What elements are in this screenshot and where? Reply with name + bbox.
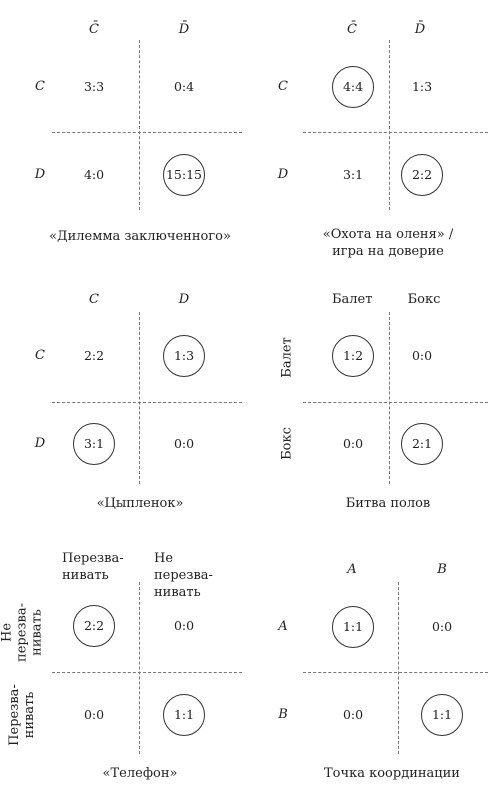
matrix-telephone — [0, 540, 248, 810]
row-label-2: D — [34, 167, 46, 182]
row-label-2: Бокс — [279, 427, 295, 460]
vertical-divider — [139, 582, 140, 754]
col-label-2: Бокс — [407, 292, 441, 307]
equilibrium-circle — [401, 423, 443, 465]
col-label-2: B — [437, 562, 447, 577]
payoff-cell: 1:3 — [173, 348, 195, 363]
equilibrium-circle — [332, 66, 374, 108]
equilibrium-circle — [401, 154, 443, 196]
horizontal-divider — [303, 132, 488, 133]
payoff-cell: 3:1 — [342, 167, 364, 182]
vertical-divider — [389, 40, 390, 210]
payoff-cell: 4:4 — [342, 79, 364, 94]
row-label-1: C — [35, 348, 45, 363]
payoff-cell: 2:2 — [83, 618, 105, 633]
vertical-divider — [139, 312, 140, 484]
vertical-divider — [398, 582, 399, 754]
equilibrium-circle — [163, 335, 205, 377]
payoff-cell: 0:0 — [411, 348, 433, 363]
row-label-1: A — [278, 619, 288, 634]
payoff-cell: 15:15 — [165, 167, 203, 182]
equilibrium-circle — [163, 154, 205, 196]
payoff-cell: 1:1 — [173, 707, 195, 722]
row-label-2: D — [34, 436, 46, 451]
col-label-1: C — [89, 292, 99, 307]
payoff-cell: 0:0 — [431, 619, 453, 634]
caption-line-1: «Дилемма заключенного» — [49, 229, 231, 244]
matrix-coordination-point — [248, 540, 496, 810]
col-label-1: C̄ — [89, 22, 99, 37]
payoff-cell: 0:0 — [342, 707, 364, 722]
row-label-1: C — [278, 79, 288, 94]
row-label-1: Балет — [279, 337, 295, 378]
matrix-prisoners-dilemma — [0, 0, 248, 270]
col-label-2: D̄ — [178, 22, 190, 37]
caption-line-1: «Телефон» — [102, 766, 178, 781]
row-label-2: Перезва- нивать — [7, 684, 37, 746]
caption-line-1: «Охота на оленя» / — [322, 227, 454, 242]
horizontal-divider — [52, 132, 242, 133]
payoff-cell: 2:2 — [411, 167, 433, 182]
payoff-cell: 1:1 — [431, 707, 453, 722]
caption-line-1: «Цыпленок» — [96, 496, 184, 511]
col-label-1: Балет — [332, 292, 373, 307]
payoff-cell: 4:0 — [83, 167, 105, 182]
matrix-battle-of-sexes — [248, 270, 496, 540]
matrix-stag-hunt — [248, 0, 496, 270]
col-label-1: C̄ — [347, 22, 357, 37]
col-label-1: Перезва- нивать — [62, 551, 124, 583]
payoff-cell: 3:1 — [83, 436, 105, 451]
payoff-cell: 2:1 — [411, 436, 433, 451]
col-label-2: D — [178, 292, 190, 307]
payoff-cell: 0:4 — [173, 79, 195, 94]
matrix-chicken — [0, 270, 248, 540]
vertical-divider — [139, 40, 140, 210]
equilibrium-circle — [332, 335, 374, 377]
vertical-divider — [389, 312, 390, 484]
horizontal-divider — [52, 672, 242, 673]
col-label-2: D̄ — [414, 22, 426, 37]
equilibrium-circle — [163, 694, 205, 736]
equilibrium-circle — [421, 694, 463, 736]
caption-line-1: Битва полов — [345, 496, 431, 511]
payoff-cell: 1:1 — [342, 619, 364, 634]
equilibrium-circle — [332, 606, 374, 648]
caption-line-2: игра на доверие — [332, 244, 444, 259]
horizontal-divider — [52, 402, 242, 403]
equilibrium-circle — [73, 605, 115, 647]
payoff-cell: 0:0 — [83, 707, 105, 722]
payoff-cell: 2:2 — [83, 348, 105, 363]
horizontal-divider — [303, 402, 488, 403]
equilibrium-circle — [73, 423, 115, 465]
row-label-1: Не перезва- нивать — [0, 603, 45, 662]
row-label-2: B — [278, 707, 288, 722]
payoff-cell: 1:2 — [342, 348, 364, 363]
payoff-cell: 0:0 — [173, 618, 195, 633]
payoff-cell: 3:3 — [83, 79, 105, 94]
row-label-2: D — [277, 167, 289, 182]
horizontal-divider — [303, 672, 488, 673]
col-label-1: A — [347, 562, 357, 577]
col-label-2: Не перезва- нивать — [154, 551, 213, 600]
payoff-cell: 1:3 — [411, 79, 433, 94]
caption-line-1: Точка координации — [324, 766, 460, 781]
row-label-1: C — [35, 79, 45, 94]
payoff-cell: 0:0 — [173, 436, 195, 451]
payoff-cell: 0:0 — [342, 436, 364, 451]
